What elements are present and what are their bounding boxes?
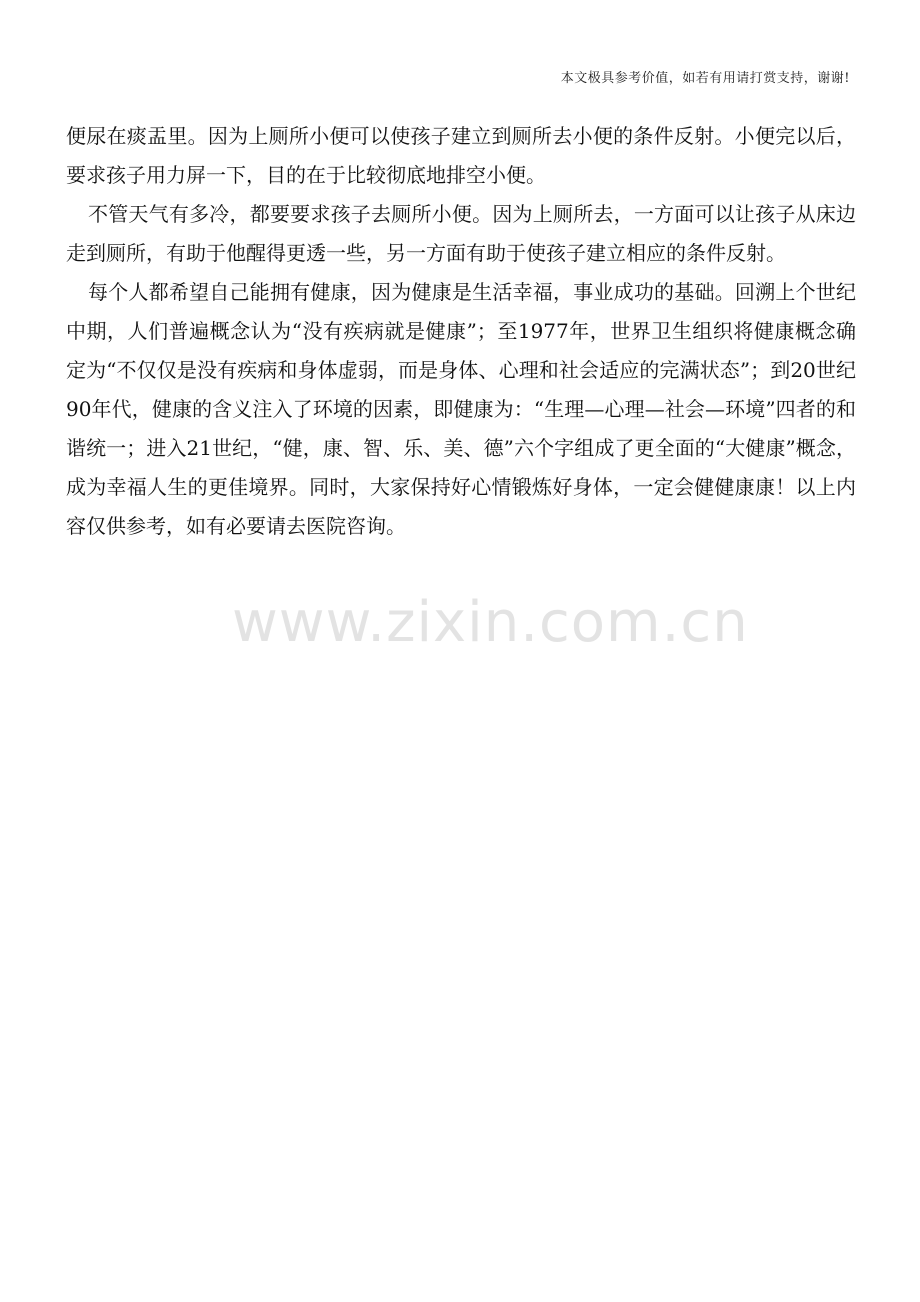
- site-watermark: www.zixin.com.cn: [232, 590, 749, 655]
- paragraph-3: 每个人都希望自己能拥有健康，因为健康是生活幸福，事业成功的基础。回溯上个世纪中期，人们普遍概念认为“没有疾病就是健康”；至1977年，世界卫生组织将健康概念确定为“不仅仅是没有疾病和身体虚弱，而是身体、心理和社会适应的完满状态”；到20世纪90年代，健康的含义注入了环境的因素，即健康为：“生理—心理—社会—环境”四者的和谐统一；进入21世纪，“健，康、智、乐、美、德”六个字组成了更全面的“大健康”概念，成为幸福人生的更佳境界。同时，大家保持好心情锻炼好身体，一定会健健康康！以上内容仅供参考，如有必要请去医院咨询。: [66, 280, 856, 538]
- document-body: [66, 117, 856, 546]
- paragraph-2: 不管天气有多冷，都要要求孩子去厕所小便。因为上厕所去，一方面可以让孩子从床边走到厕所，有助于他醒得更透一些，另一方面有助于使孩子建立相应的条件反射。: [66, 202, 856, 265]
- page-header-note: 本文极具参考价值，如若有用请打赏支持，谢谢!: [560, 71, 850, 86]
- paragraph-1: 便尿在痰盂里。因为上厕所小便可以使孩子建立到厕所去小便的条件反射。小便完以后，要求孩子用力屏一下，目的在于比较彻底地排空小便。: [66, 124, 856, 187]
